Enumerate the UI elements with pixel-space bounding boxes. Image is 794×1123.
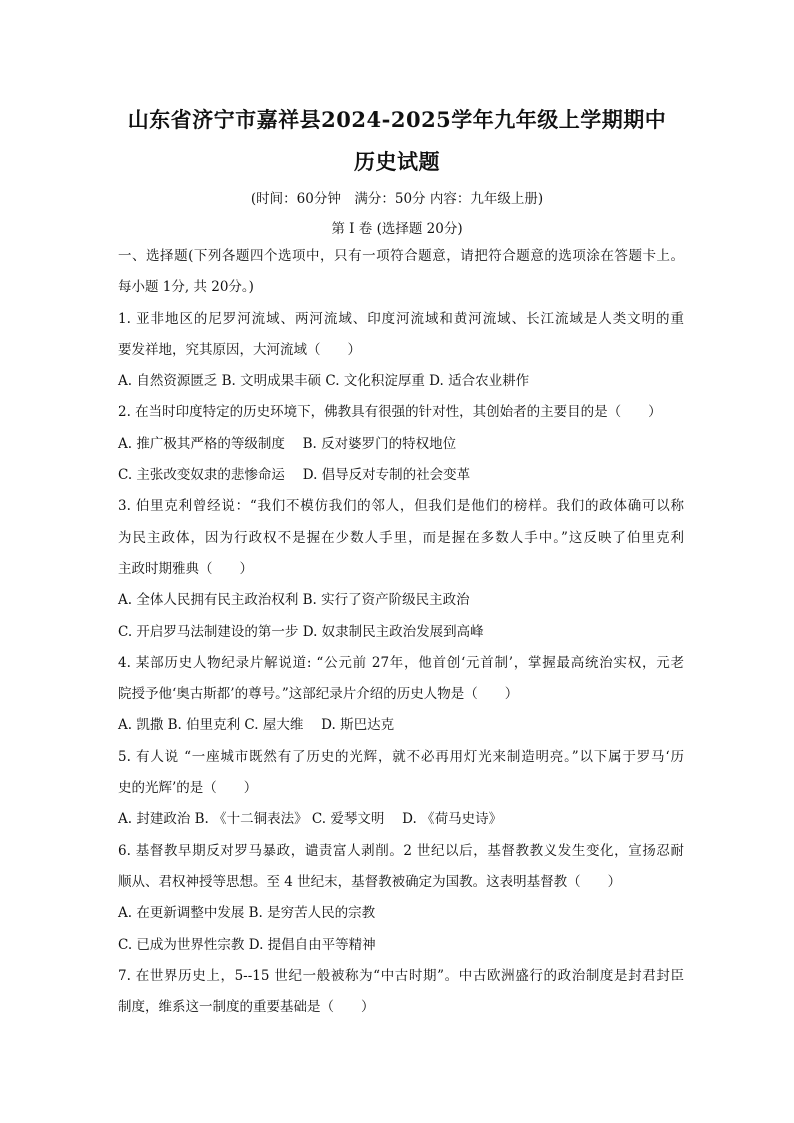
question-options: C. 已成为世界性宗教 D. 提倡自由平等精神 bbox=[118, 936, 376, 953]
question-2 bbox=[118, 397, 684, 491]
question-stem: 主政时期雅典（ ） bbox=[118, 560, 253, 577]
question-stem: 7. 在世界历史上，5--15 世纪一般被称为“中古时期”。中古欧洲盛行的政治制度是封君封臣 bbox=[118, 967, 684, 984]
question-stem: 史的光辉’的是（ ） bbox=[118, 780, 258, 797]
question-stem: 为民主政体，因为行政权不是握在少数人手里，而是握在多数人手中。”这反映了伯里克利 bbox=[118, 529, 684, 546]
question-stem: 2. 在当时印度特定的历史环境下，佛教具有很强的针对性，其创始者的主要目的是（ ） bbox=[118, 404, 662, 421]
question-options: A. 封建政治 B. 《十二铜表法》 C. 爱琴文明 D. 《荷马史诗》 bbox=[118, 811, 503, 828]
question-options: C. 主张改变奴隶的悲惨命运 D. 倡导反对专制的社会变革 bbox=[118, 467, 471, 484]
exam-content bbox=[118, 241, 684, 1023]
question-stem: 要发祥地，究其原因，大河流域（ ） bbox=[118, 341, 361, 358]
question-options: A. 凯撒 B. 伯里克利 C. 屋大维 D. 斯巴达克 bbox=[118, 717, 395, 734]
exam-subject-title: 历史试题 bbox=[354, 149, 440, 174]
question-1 bbox=[118, 304, 684, 398]
question-options: A. 全体人民拥有民主政治权利 B. 实行了资产阶级民主政治 bbox=[118, 592, 470, 609]
question-4 bbox=[118, 648, 684, 742]
question-stem: 院授予他‘奥古斯都’的尊号。”这部纪录片介绍的历史人物是（ ） bbox=[118, 686, 519, 703]
question-options: A. 推广极其严格的等级制度 B. 反对婆罗门的特权地位 bbox=[118, 435, 457, 452]
question-3 bbox=[118, 491, 684, 647]
question-7 bbox=[118, 961, 684, 1024]
question-stem: 1. 亚非地区的尼罗河流域、两河流域、印度河流域和黄河流域、长江流域是人类文明的重 bbox=[118, 310, 684, 327]
question-options: C. 开启罗马法制建设的第一步 D. 奴隶制民主政治发展到高峰 bbox=[118, 623, 484, 640]
question-options: A. 自然资源匮乏 B. 文明成果丰硕 C. 文化积淀厚重 D. 适合农业耕作 bbox=[118, 373, 530, 390]
question-6 bbox=[118, 836, 684, 961]
question-stem: 制度，维系这一制度的重要基础是（ ） bbox=[118, 999, 375, 1016]
question-stem: 5. 有人说 “一座城市既然有了历史的光辉，就不必再用灯光来制造明亮。”以下属于罗马‘历 bbox=[118, 748, 684, 765]
section-title: 第 I 卷 (选择题 20分) bbox=[331, 221, 463, 237]
question-stem: 顺从、君权神授等思想。至 4 世纪末，基督教被确定为国教。这表明基督教（ ） bbox=[118, 873, 622, 890]
instructions-line: 一、选择题(下列各题四个选项中，只有一项符合题意，请把符合题意的选项涂在答题卡上。 bbox=[118, 248, 684, 264]
question-options: A. 在更新调整中发展 B. 是穷苦人民的宗教 bbox=[118, 905, 376, 922]
exam-info: (时间：60分钟 满分：50分 内容：九年级上册) bbox=[250, 191, 544, 207]
instructions-line: 每小题 1分, 共 20分。) bbox=[118, 279, 254, 296]
exam-title: 山东省济宁市嘉祥县2024-2025学年九年级上学期期中 bbox=[127, 107, 667, 132]
question-stem: 4. 某部历史人物纪录片解说道: “公元前 27年，他首创‘元首制’，掌握最高统治实权，元老 bbox=[118, 654, 684, 671]
question-5 bbox=[118, 742, 684, 836]
question-stem: 6. 基督教早期反对罗马暴政，谴责富人剥削。2 世纪以后，基督教教义发生变化，宣扬忍耐 bbox=[118, 842, 684, 859]
question-stem: 3. 伯里克利曾经说：“我们不模仿我们的邻人，但我们是他们的榜样。我们的政体确可以称 bbox=[118, 498, 684, 515]
